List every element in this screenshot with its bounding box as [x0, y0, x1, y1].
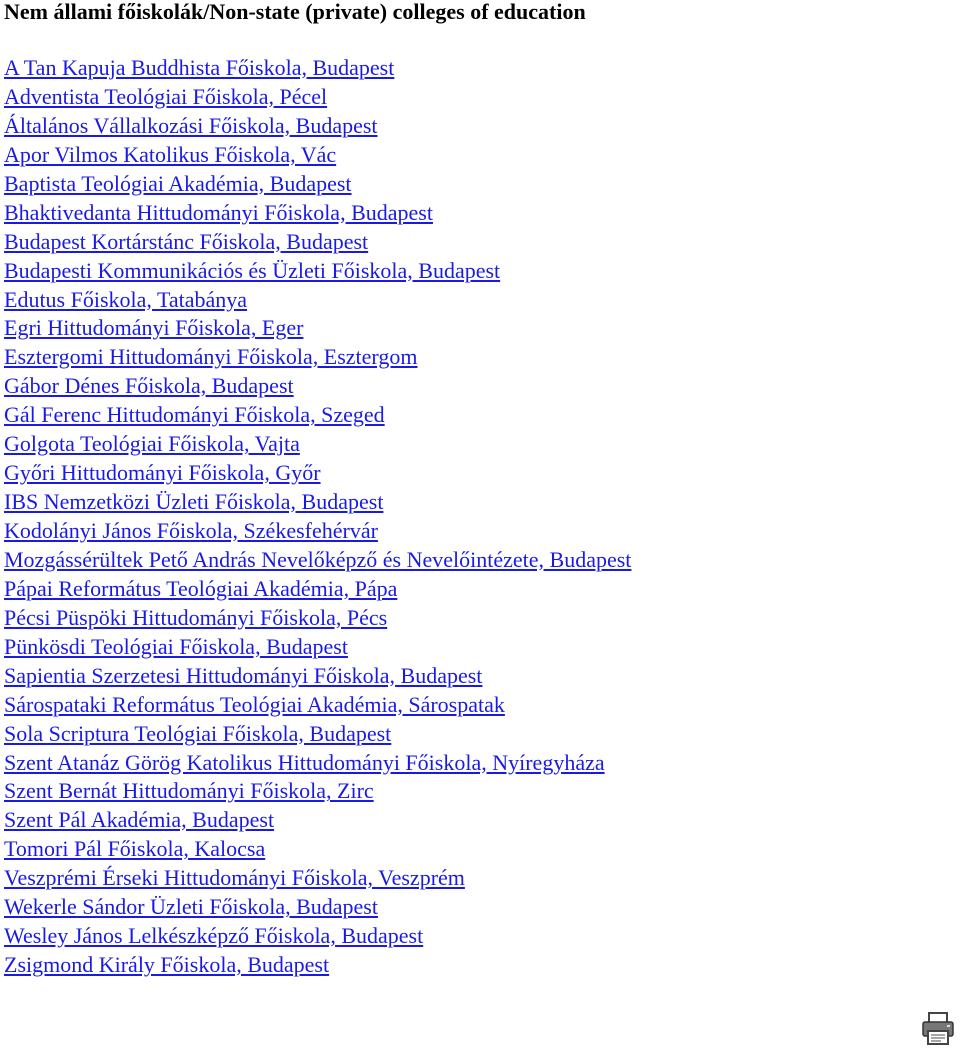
list-item — [4, 314, 631, 343]
college-link[interactable]: Zsigmond Király Főiskola, Budapest — [4, 952, 330, 978]
college-link[interactable]: Golgota Teológiai Főiskola, Vajta — [4, 431, 300, 457]
college-link[interactable]: Szent Bernát Hittudományi Főiskola, Zirc — [4, 778, 374, 804]
college-link[interactable]: Gábor Dénes Főiskola, Budapest — [4, 373, 294, 399]
college-link[interactable]: Pápai Református Teológiai Akadémia, Pápa — [4, 575, 398, 601]
list-item — [4, 228, 631, 257]
college-link[interactable]: Wesley János Lelkészképző Főiskola, Budapest — [4, 923, 424, 949]
college-link[interactable]: Egri Hittudományi Főiskola, Eger — [4, 315, 304, 341]
college-link[interactable]: Wekerle Sándor Üzleti Főiskola, Budapest — [4, 894, 378, 920]
list-item — [4, 691, 631, 720]
college-link[interactable]: Edutus Főiskola, Tatabánya — [4, 286, 248, 312]
college-link[interactable]: Győri Hittudományi Főiskola, Győr — [4, 460, 321, 486]
college-link[interactable]: Baptista Teológiai Akadémia, Budapest — [4, 170, 352, 196]
list-item — [4, 112, 631, 141]
list-item — [4, 488, 631, 517]
list-item — [4, 749, 631, 778]
college-link[interactable]: Általános Vállalkozási Főiskola, Budapest — [4, 112, 378, 138]
college-link[interactable]: Esztergomi Hittudományi Főiskola, Esztergom — [4, 344, 418, 370]
college-link[interactable]: Pécsi Püspöki Hittudományi Főiskola, Pécs — [4, 604, 388, 630]
list-item — [4, 199, 631, 228]
list-item — [4, 459, 631, 488]
list-item — [4, 141, 631, 170]
college-link[interactable]: Veszprémi Érseki Hittudományi Főiskola, Veszprém — [4, 865, 465, 891]
list-item — [4, 54, 631, 83]
list-item — [4, 951, 631, 980]
list-item — [4, 864, 631, 893]
college-link[interactable]: Sola Scriptura Teológiai Főiskola, Budapest — [4, 720, 392, 746]
list-item — [4, 575, 631, 604]
list-item — [4, 604, 631, 633]
list-item — [4, 343, 631, 372]
college-link[interactable]: Bhaktivedanta Hittudományi Főiskola, Budapest — [4, 199, 433, 225]
list-item — [4, 401, 631, 430]
college-link[interactable]: Szent Pál Akadémia, Budapest — [4, 807, 275, 833]
college-link[interactable]: Gál Ferenc Hittudományi Főiskola, Szeged — [4, 402, 385, 428]
college-link[interactable]: Budapesti Kommunikációs és Üzleti Főiskola, Budapest — [4, 257, 501, 283]
college-link[interactable]: Tomori Pál Főiskola, Kalocsa — [4, 836, 266, 862]
college-link[interactable]: Mozgássérültek Pető András Nevelőképző és Nevelőintézete, Budapest — [4, 546, 632, 572]
college-link[interactable]: IBS Nemzetközi Üzleti Főiskola, Budapest — [4, 489, 384, 515]
college-link[interactable]: Kodolányi János Főiskola, Székesfehérvár — [4, 518, 378, 543]
list-item — [4, 777, 631, 806]
list-item — [4, 83, 631, 112]
list-item — [4, 893, 631, 922]
college-link[interactable]: A Tan Kapuja Buddhista Főiskola, Budapest — [4, 55, 395, 80]
list-item — [4, 546, 631, 575]
college-link[interactable]: Sapientia Szerzetesi Hittudományi Főiskola, Budapest — [4, 662, 483, 688]
list-item — [4, 257, 631, 286]
college-link[interactable]: Pünkösdi Teológiai Főiskola, Budapest — [4, 633, 348, 659]
list-item — [4, 372, 631, 401]
list-item — [4, 170, 631, 199]
list-item — [4, 835, 631, 864]
list-item — [4, 922, 631, 951]
list-item — [4, 720, 631, 749]
college-link[interactable]: Budapest Kortárstánc Főiskola, Budapest — [4, 228, 369, 254]
printer-icon — [920, 1010, 956, 1046]
list-item — [4, 662, 631, 691]
list-item — [4, 806, 631, 835]
list-item — [4, 430, 631, 459]
college-link[interactable]: Adventista Teológiai Főiskola, Pécel — [4, 83, 328, 109]
print-button[interactable] — [920, 1010, 956, 1046]
college-link[interactable]: Sárospataki Református Teológiai Akadémia, Sárospatak — [4, 691, 505, 717]
list-item — [4, 633, 631, 662]
college-link[interactable]: Apor Vilmos Katolikus Főiskola, Vác — [4, 141, 337, 167]
college-link[interactable]: Szent Atanáz Görög Katolikus Hittudományi Főiskola, Nyíregyháza — [4, 749, 605, 775]
college-list — [4, 54, 631, 980]
page-title: Nem állami főiskolák/Non-state (private) colleges of education — [4, 0, 586, 24]
list-item — [4, 286, 631, 315]
list-item — [4, 517, 631, 546]
